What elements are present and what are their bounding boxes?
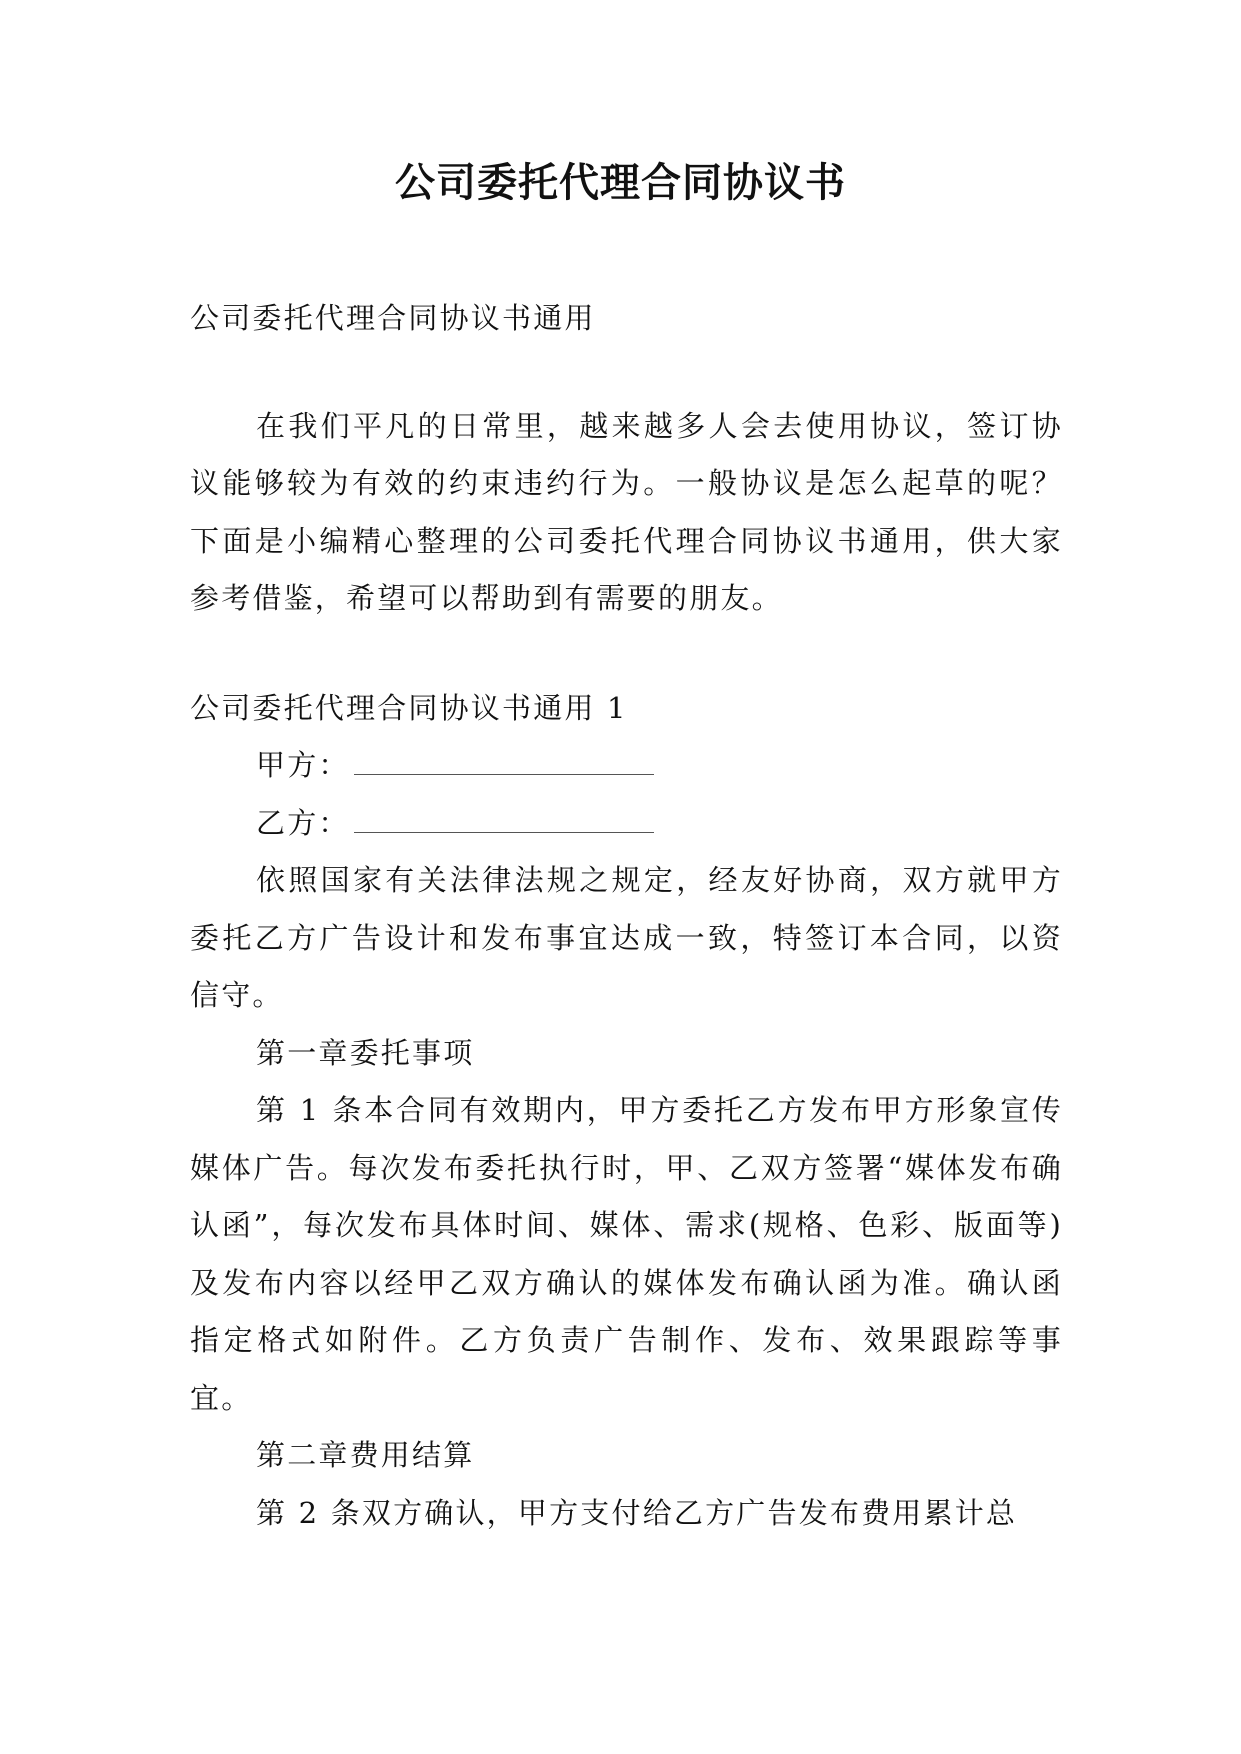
article-1-paragraph: 第 1 条本合同有效期内，甲方委托乙方发布甲方形象宣传媒体广告。每次发布委托执行时，甲、乙双方签署“媒体发布确认函”，每次发布具体时间、媒体、需求(规格、色彩、版面等)及发布内容以经甲乙双方确认的媒体发布确认函为准。确认函指定格式如附件。乙方负责广告制作、发布、效果跟踪等事宜。 <box>190 1093 1063 1415</box>
chapter-2-title: 第二章费用结算 <box>256 1438 475 1472</box>
document-subtitle: 公司委托代理合同协议书通用 <box>190 301 596 335</box>
party-b-label: 乙方： <box>256 805 350 840</box>
document-title: 公司委托代理合同协议书 <box>395 160 846 206</box>
chapter-1-title: 第一章委托事项 <box>256 1035 475 1070</box>
section-heading: 公司委托代理合同协议书通用 1 <box>190 690 628 725</box>
intro-paragraph: 在我们平凡的日常里，越来越多人会去使用协议，签订协议能够较为有效的约束违约行为。一般协议是怎么起草的呢？下面是小编精心整理的公司委托代理合同协议书通用，供大家参考借鉴，希望可以帮助到有需要的朋友。 <box>190 408 1063 615</box>
party-a-label: 甲方： <box>256 748 350 782</box>
article-2-paragraph: 第 2 条双方确认，甲方支付给乙方广告发布费用累计总 <box>256 1495 1018 1530</box>
party-b-blank <box>354 812 654 833</box>
clause-intro-paragraph: 依照国家有关法律法规之规定，经友好协商，双方就甲方委托乙方广告设计和发布事宜达成一致，特签订本合同，以资信守。 <box>190 863 1063 1012</box>
party-a-line <box>190 737 1063 795</box>
party-b-line <box>190 795 1063 853</box>
document-body <box>190 290 1063 1542</box>
party-a-blank <box>354 754 654 775</box>
